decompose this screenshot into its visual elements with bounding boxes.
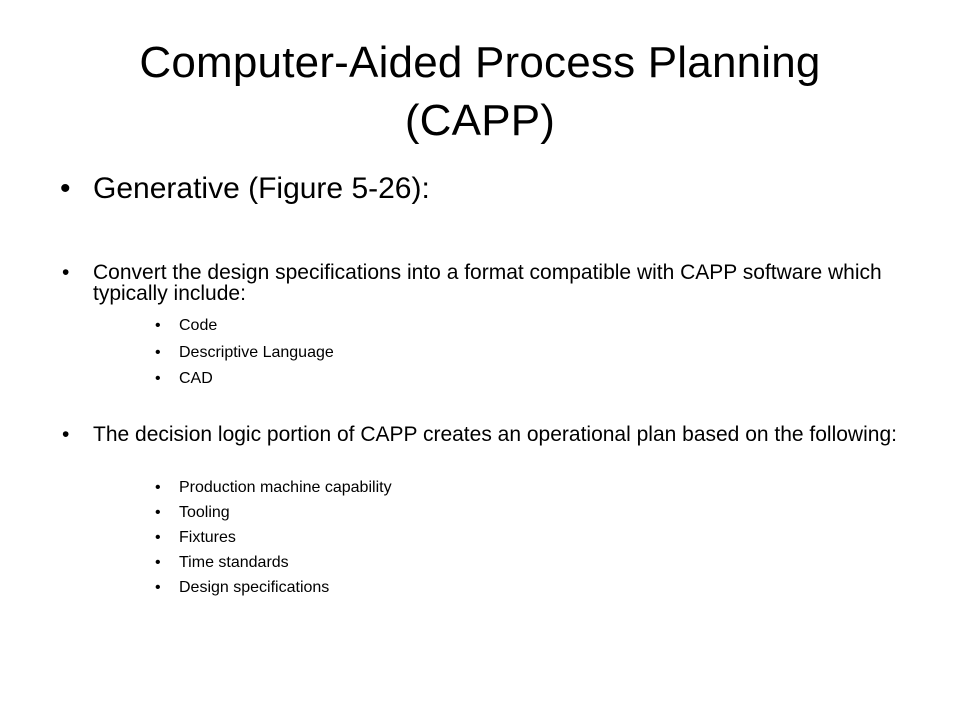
point-2: [62, 424, 902, 445]
point-2-subitem: [155, 478, 755, 498]
bullet-dot-icon: •: [155, 554, 161, 571]
heading-bullet-text: Generative (Figure 5-26):: [93, 172, 430, 205]
point-2-subitem: [155, 578, 755, 598]
slide-title: [40, 34, 920, 150]
bullet-dot-icon: •: [155, 344, 161, 361]
point-2-subitem-text: Time standards: [179, 554, 289, 571]
point-1-subitem-text: CAD: [179, 370, 213, 387]
point-1-subitem: [155, 369, 755, 389]
point-1-subitem: [155, 316, 755, 336]
point-2-subitem: [155, 503, 755, 523]
bullet-dot-icon: •: [155, 579, 161, 596]
bullet-dot-icon: •: [60, 172, 71, 205]
bullet-dot-icon: •: [155, 504, 161, 521]
point-2-subitem-text: Fixtures: [179, 529, 236, 546]
heading-bullet: [60, 170, 920, 208]
point-2-subitem: [155, 553, 755, 573]
bullet-dot-icon: •: [62, 423, 70, 446]
point-2-subitem-text: Tooling: [179, 504, 230, 521]
bullet-dot-icon: •: [62, 261, 70, 284]
point-2-subitem: [155, 528, 755, 548]
point-2-subitem-text: Design specifications: [179, 579, 330, 596]
title-line-2: (CAPP): [404, 96, 556, 145]
point-1: [62, 262, 902, 304]
point-1-subitem-text: Code: [179, 317, 218, 334]
bullet-dot-icon: •: [155, 317, 161, 334]
point-1-text: Convert the design specifications into a format compatible with CAPP software which typically include:: [93, 261, 882, 305]
title-line-1: Computer-Aided Process Planning: [139, 38, 821, 87]
point-2-subitem-text: Production machine capability: [179, 479, 392, 496]
point-1-subitem: [155, 343, 755, 363]
bullet-dot-icon: •: [155, 370, 161, 387]
bullet-dot-icon: •: [155, 479, 161, 496]
bullet-dot-icon: •: [155, 529, 161, 546]
point-1-subitem-text: Descriptive Language: [179, 344, 334, 361]
point-2-text: The decision logic portion of CAPP creates an operational plan based on the following:: [93, 423, 897, 446]
